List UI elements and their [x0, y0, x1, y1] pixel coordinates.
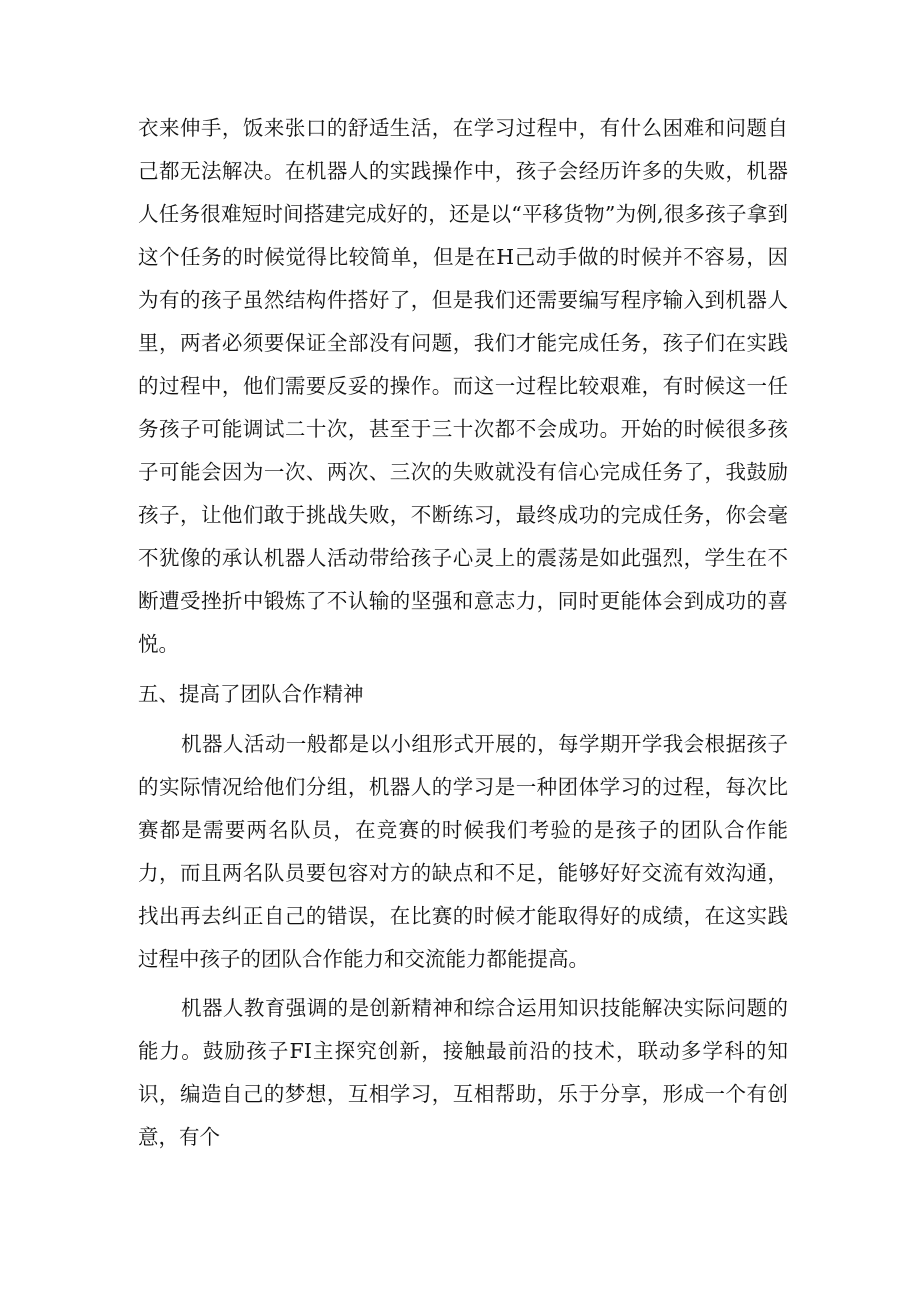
paragraph-teamwork: 机器人活动一般都是以小组形式开展的，每学期开学我会根据孩子的实际情况给他们分组，机器人的学习是一种团体学习的过程，每次比赛都是需要两名队员，在竞赛的时候我们考验的是孩子的团队合作能力，而且两名队员要包容对方的缺点和不足，能够好好交流有效沟通，找出再去纠正自己的错误，在比赛的时候才能取得好的成绩，在这实践过程中孩子的团队合作能力和交流能力都能提高。 [138, 732, 788, 971]
paragraph-failure-and-perseverance: 衣来伸手，饭来张口的舒适生活，在学习过程中，有什么困难和问题自己都无法解决。在机器人的实践操作中，孩子会经历许多的失败，机器人任务很难短时间搭建完成好的，还是以“平移货物”为例,很多孩子拿到这个任务的时候觉得比较简单，但是在H己动手做的时候并不容易，因为有的孩子虽然结构件搭好了，但是我们还需要编写程序输入到机器人里，两者必须要保证全部没有问题，我们才能完成任务，孩子们在实践的过程中，他们需要反妥的操作。而这一过程比较艰难，有时候这一任务孩子可能调试二十次，甚至于三十次都不会成功。开始的时候很多孩子可能会因为一次、两次、三次的失败就没有信心完成任务了，我鼓励孩子，让他们敢于挑战失败，不断练习，最终成功的完成任务，你会毫不犹像的承认机器人活动带给孩子心灵上的震荡是如此强烈，学生在不断遭受挫折中锻炼了不认输的坚强和意志力，同时更能体会到成功的喜悦。 [138, 116, 788, 656]
section-heading-teamwork: 五、提高了团队合作精神 [138, 682, 364, 706]
document-body [138, 107, 788, 1159]
paragraph-innovation: 机器人教育强调的是创新精神和综合运用知识技能解决实际问题的能力。鼓励孩子FI主探究创新，接触最前沿的技术，联动多学科的知识，编造自己的梦想，互相学习，互相帮助，乐于分享，形成一个有创意，有个 [138, 996, 788, 1149]
